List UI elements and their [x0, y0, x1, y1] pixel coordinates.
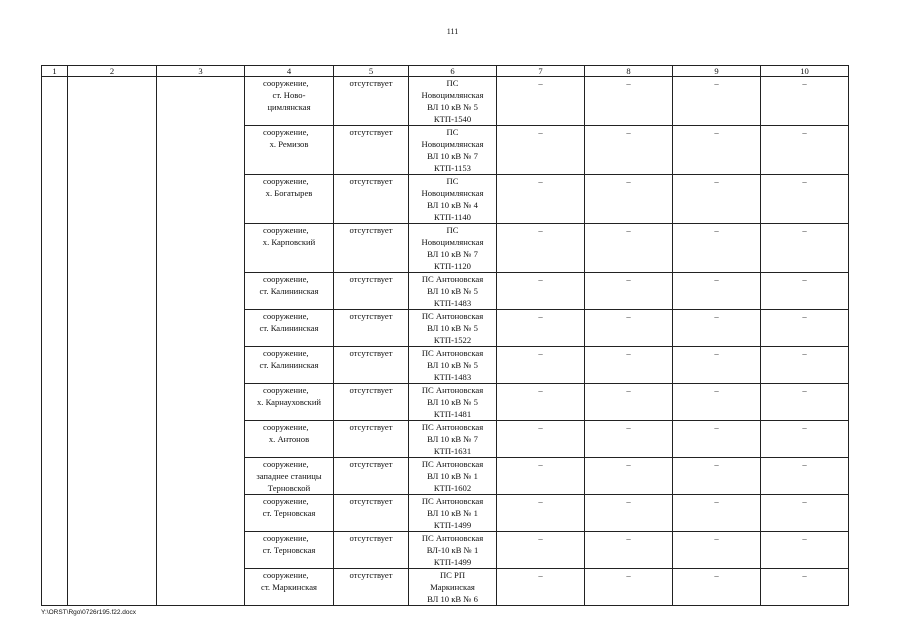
- dash-cell-7: –: [497, 77, 585, 126]
- object-line: ст. Калининская: [259, 286, 319, 296]
- power-source-line: ПС Антоновская: [421, 274, 484, 284]
- dash-cell-9: –: [673, 224, 761, 273]
- status-cell: отсутствует: [334, 175, 409, 224]
- power-source-line: КТП-1602: [433, 483, 472, 493]
- power-source-cell: [409, 384, 497, 421]
- dash-cell-9: –: [673, 532, 761, 569]
- object-line: Терновской: [267, 483, 311, 493]
- col-header-1: 1: [42, 66, 68, 77]
- power-source-line: КТП-1631: [433, 446, 472, 456]
- power-source-line: Новоцимлянская: [421, 90, 484, 100]
- dash-cell-9: –: [673, 310, 761, 347]
- dash-cell-10: –: [761, 532, 849, 569]
- dash-cell-10: –: [761, 384, 849, 421]
- power-source-line: Новоцимлянская: [421, 139, 484, 149]
- dash-cell-7: –: [497, 421, 585, 458]
- power-source-line: ВЛ 10 кВ № 5: [427, 102, 478, 112]
- dash-cell-10: –: [761, 421, 849, 458]
- object-line: ст. Маркинская: [261, 582, 317, 592]
- dash-cell-10: –: [761, 347, 849, 384]
- power-source-cell: [409, 347, 497, 384]
- power-source-line: ПС: [446, 176, 459, 186]
- status-cell: отсутствует: [334, 458, 409, 495]
- object-line: сооружение,: [263, 496, 309, 506]
- col-2-cell: [68, 77, 157, 606]
- dash-cell-7: –: [497, 347, 585, 384]
- dash-cell-9: –: [673, 569, 761, 606]
- object-line: сооружение,: [263, 225, 309, 235]
- power-source-cell: [409, 175, 497, 224]
- object-line: х. Карповский: [262, 237, 316, 247]
- power-source-line: ВЛ 10 кВ № 6: [427, 594, 478, 604]
- power-source-line: ВЛ 10 кВ № 5: [427, 286, 478, 296]
- status-cell: отсутствует: [334, 495, 409, 532]
- power-source-line: ВЛ 10 кВ № 1: [427, 508, 478, 518]
- object-line: сооружение,: [263, 422, 309, 432]
- status-cell: отсутствует: [334, 273, 409, 310]
- dash-cell-9: –: [673, 77, 761, 126]
- object-line: сооружение,: [263, 348, 309, 358]
- object-line: ст. Терновская: [262, 508, 316, 518]
- object-cell: [245, 421, 334, 458]
- dash-cell-9: –: [673, 384, 761, 421]
- power-source-line: КТП-1499: [433, 557, 472, 567]
- power-source-line: КТП-1153: [434, 163, 471, 173]
- power-source-line: ВЛ 10 кВ № 7: [427, 434, 478, 444]
- object-line: сооружение,: [263, 533, 309, 543]
- power-source-cell: [409, 458, 497, 495]
- dash-cell-7: –: [497, 224, 585, 273]
- power-source-line: ПС РП: [439, 570, 466, 580]
- object-line: ст. Терновская: [262, 545, 316, 555]
- object-cell: [245, 495, 334, 532]
- col-1-cell: [42, 77, 68, 606]
- dash-cell-10: –: [761, 77, 849, 126]
- dash-cell-10: –: [761, 175, 849, 224]
- object-line: цимлянская: [267, 102, 311, 112]
- power-source-line: ВЛ 10 кВ № 4: [427, 200, 478, 210]
- object-line: сооружение,: [263, 274, 309, 284]
- dash-cell-7: –: [497, 569, 585, 606]
- page-number: 111: [446, 27, 459, 36]
- dash-cell-8: –: [585, 458, 673, 495]
- col-header-8: 8: [585, 66, 673, 77]
- object-line: сооружение,: [263, 570, 309, 580]
- power-source-cell: [409, 224, 497, 273]
- object-line: сооружение,: [263, 127, 309, 137]
- object-line: сооружение,: [263, 385, 309, 395]
- dash-cell-10: –: [761, 224, 849, 273]
- power-source-line: КТП-1483: [433, 298, 472, 308]
- dash-cell-7: –: [497, 495, 585, 532]
- dash-cell-7: –: [497, 458, 585, 495]
- dash-cell-7: –: [497, 384, 585, 421]
- object-cell: [245, 273, 334, 310]
- power-source-cell: [409, 310, 497, 347]
- power-source-line: ПС Антоновская: [421, 311, 484, 321]
- object-cell: [245, 224, 334, 273]
- power-source-cell: [409, 126, 497, 175]
- dash-cell-8: –: [585, 532, 673, 569]
- status-cell: отсутствует: [334, 77, 409, 126]
- power-source-line: ВЛ 10 кВ № 7: [427, 151, 478, 161]
- object-line: ст. Калининская: [259, 323, 319, 333]
- col-header-3: 3: [157, 66, 245, 77]
- dash-cell-10: –: [761, 310, 849, 347]
- dash-cell-9: –: [673, 273, 761, 310]
- dash-cell-9: –: [673, 175, 761, 224]
- power-source-line: КТП-1522: [433, 335, 472, 345]
- object-line: х. Антонов: [268, 434, 310, 444]
- header-row: [42, 66, 849, 77]
- object-cell: [245, 310, 334, 347]
- table-body: [42, 77, 849, 606]
- file-path-footer: Y:\ORST\Rgo\0726r195.f22.docx: [41, 609, 137, 616]
- power-source-cell: [409, 532, 497, 569]
- power-source-line: КТП-1120: [434, 261, 471, 271]
- dash-cell-9: –: [673, 347, 761, 384]
- dash-cell-8: –: [585, 224, 673, 273]
- status-cell: отсутствует: [334, 126, 409, 175]
- dash-cell-9: –: [673, 458, 761, 495]
- dash-cell-8: –: [585, 495, 673, 532]
- power-source-line: Новоцимлянская: [421, 237, 484, 247]
- col-header-5: 5: [334, 66, 409, 77]
- power-source-line: ВЛ 10 кВ № 5: [427, 360, 478, 370]
- power-source-line: ПС Антоновская: [421, 533, 484, 543]
- power-source-line: КТП-1540: [433, 114, 472, 124]
- table-row: [42, 77, 849, 126]
- power-source-line: ПС Антоновская: [421, 422, 484, 432]
- col-header-6: 6: [409, 66, 497, 77]
- power-source-line: Новоцимлянская: [421, 188, 484, 198]
- power-source-line: ВЛ 10 кВ № 5: [427, 397, 478, 407]
- power-source-line: КТП-1140: [434, 212, 471, 222]
- col-header-7: 7: [497, 66, 585, 77]
- status-cell: отсутствует: [334, 384, 409, 421]
- object-cell: [245, 347, 334, 384]
- power-source-cell: [409, 421, 497, 458]
- dash-cell-8: –: [585, 384, 673, 421]
- power-source-line: ПС Антоновская: [421, 459, 484, 469]
- object-line: ст. Ново-: [272, 90, 306, 100]
- power-source-line: КТП-1481: [433, 409, 472, 419]
- power-source-line: КТП-1499: [433, 520, 472, 530]
- power-source-cell: [409, 77, 497, 126]
- object-line: ст. Калининская: [259, 360, 319, 370]
- dash-cell-10: –: [761, 273, 849, 310]
- object-cell: [245, 77, 334, 126]
- status-cell: отсутствует: [334, 310, 409, 347]
- power-source-line: ПС Антоновская: [421, 385, 484, 395]
- object-line: х. Ремизов: [269, 139, 309, 149]
- object-cell: [245, 532, 334, 569]
- object-cell: [245, 126, 334, 175]
- power-source-line: ПС Антоновская: [421, 348, 484, 358]
- dash-cell-9: –: [673, 495, 761, 532]
- dash-cell-7: –: [497, 126, 585, 175]
- dash-cell-9: –: [673, 421, 761, 458]
- dash-cell-7: –: [497, 532, 585, 569]
- col-header-9: 9: [673, 66, 761, 77]
- status-cell: отсутствует: [334, 224, 409, 273]
- dash-cell-8: –: [585, 273, 673, 310]
- power-source-cell: [409, 273, 497, 310]
- power-source-line: Маркинская: [430, 582, 475, 592]
- status-cell: отсутствует: [334, 569, 409, 606]
- object-line: западнее станицы: [256, 471, 322, 481]
- power-source-line: ВЛ 10 кВ № 5: [427, 323, 478, 333]
- dash-cell-8: –: [585, 347, 673, 384]
- data-table: [41, 65, 849, 606]
- power-source-cell: [409, 569, 497, 606]
- power-source-line: ПС: [446, 78, 459, 88]
- power-source-line: ВЛ 10 кВ № 7: [427, 249, 478, 259]
- object-cell: [245, 175, 334, 224]
- dash-cell-8: –: [585, 310, 673, 347]
- dash-cell-8: –: [585, 126, 673, 175]
- dash-cell-10: –: [761, 495, 849, 532]
- dash-cell-8: –: [585, 421, 673, 458]
- object-cell: [245, 569, 334, 606]
- object-line: сооружение,: [263, 78, 309, 88]
- dash-cell-10: –: [761, 126, 849, 175]
- dash-cell-9: –: [673, 126, 761, 175]
- object-line: х. Карнауховский: [256, 397, 322, 407]
- status-cell: отсутствует: [334, 532, 409, 569]
- dash-cell-8: –: [585, 77, 673, 126]
- power-source-cell: [409, 495, 497, 532]
- dash-cell-10: –: [761, 458, 849, 495]
- object-line: сооружение,: [263, 176, 309, 186]
- status-cell: отсутствует: [334, 421, 409, 458]
- object-line: х. Богатырев: [265, 188, 313, 198]
- dash-cell-10: –: [761, 569, 849, 606]
- power-source-line: ВЛ 10 кВ № 1: [427, 471, 478, 481]
- col-header-10: 10: [761, 66, 849, 77]
- power-source-line: ПС: [446, 127, 459, 137]
- dash-cell-7: –: [497, 175, 585, 224]
- col-3-cell: [157, 77, 245, 606]
- col-header-4: 4: [245, 66, 334, 77]
- object-line: сооружение,: [263, 311, 309, 321]
- power-source-line: КТП-1483: [433, 372, 472, 382]
- power-source-line: ПС: [446, 225, 459, 235]
- dash-cell-8: –: [585, 569, 673, 606]
- status-cell: отсутствует: [334, 347, 409, 384]
- col-header-2: 2: [68, 66, 157, 77]
- object-line: сооружение,: [263, 459, 309, 469]
- dash-cell-8: –: [585, 175, 673, 224]
- object-cell: [245, 458, 334, 495]
- object-cell: [245, 384, 334, 421]
- power-source-line: ВЛ-10 кВ № 1: [426, 545, 479, 555]
- dash-cell-7: –: [497, 273, 585, 310]
- power-source-line: ПС Антоновская: [421, 496, 484, 506]
- dash-cell-7: –: [497, 310, 585, 347]
